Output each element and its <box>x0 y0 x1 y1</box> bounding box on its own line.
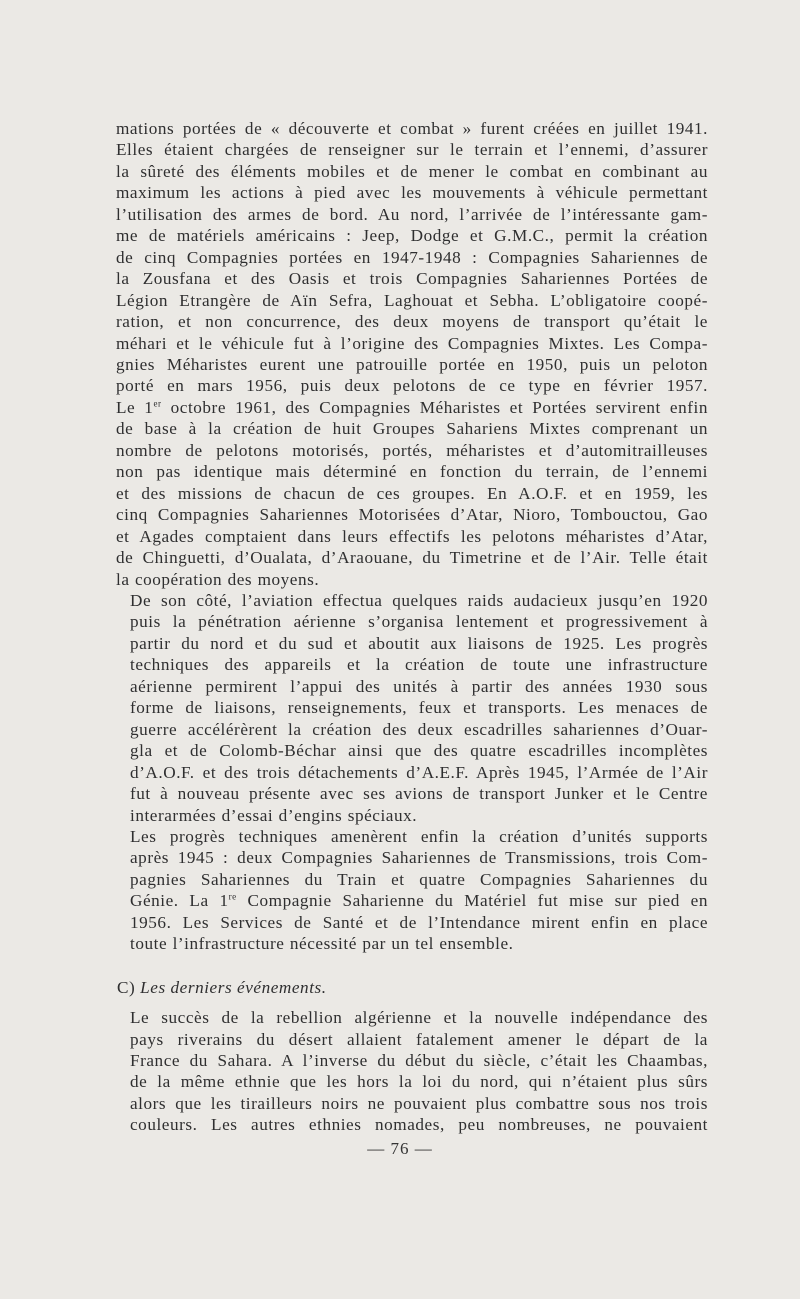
text-line: partir du nord et du sud et aboutit aux liaisons de 1925. Les progrès <box>130 633 708 653</box>
text-line: Le 1er octobre 1961, des Compagnies Méharistes et Portées servirent enfin <box>116 397 708 417</box>
text-line: cinq Compagnies Sahariennes Motorisées d’Atar, Nioro, Tombouctou, Gao <box>116 505 708 525</box>
paragraph-mixed-units <box>116 118 708 590</box>
text-line: d’A.O.F. et des trois détachements d’A.E.F. Après 1945, l’Armée de l’Air <box>130 762 708 782</box>
text-line: après 1945 : deux Compagnies Sahariennes de Transmissions, trois Com- <box>130 848 708 868</box>
text-line: non pas identique mais déterminé en fonction du terrain, de l’ennemi <box>116 462 708 482</box>
text-line: nombre de pelotons motorisés, portés, méharistes et d’automitrailleuses <box>116 440 708 460</box>
text-line: et Agades comptaient dans leurs effectifs les pelotons méharistes d’Atar, <box>116 526 708 546</box>
text-line: pays riverains du désert allaient fatalement amener le départ de la <box>130 1029 708 1049</box>
text-line: couleurs. Les autres ethnies nomades, peu nombreuses, ne pouvaient <box>130 1115 708 1135</box>
text-line: gnies Méharistes eurent une patrouille portée en 1950, puis un peloton <box>116 354 708 374</box>
text-line: de la même ethnie que les hors la loi du nord, qui n’étaient plus sûrs <box>130 1072 708 1092</box>
section-title: Les derniers événements. <box>140 977 327 997</box>
text-line: mations portées de « découverte et combat » furent créées en juillet 1941. <box>116 119 708 138</box>
page-number: — 76 — <box>367 1139 433 1158</box>
text-line: Le succès de la rebellion algérienne et la nouvelle indépendance des <box>130 1008 708 1028</box>
page-body <box>116 118 708 1136</box>
text-line: guerre accélérèrent la création des deux escadrilles sahariennes d’Ouar- <box>130 719 708 739</box>
text-line: porté en mars 1956, puis deux pelotons de ce type en février 1957. <box>116 376 708 396</box>
text-line: méhari et le véhicule fut à l’origine des Compagnies Mixtes. Les Compa- <box>116 333 708 353</box>
text-line: puis la pénétration aérienne s’organisa lentement et progressivement à <box>130 612 708 632</box>
text-line: fut à nouveau présente avec ses avions de transport Junker et le Centre <box>130 784 708 804</box>
text-line: Génie. La 1re Compagnie Saharienne du Matériel fut mise sur pied en <box>130 891 708 911</box>
paragraph-aviation <box>116 590 708 826</box>
section-label: C) <box>117 977 136 997</box>
text-line: 1956. Les Services de Santé et de l’Intendance mirent enfin en place <box>130 912 708 932</box>
paragraph-support-units <box>116 826 708 955</box>
text-line: techniques des appareils et la création de toute une infrastructure <box>130 655 708 675</box>
text-line: ration, et non concurrence, des deux moyens de transport qu’était le <box>116 312 708 332</box>
text-line: interarmées d’essai d’engins spéciaux. <box>130 805 418 825</box>
text-line: me de matériels américains : Jeep, Dodge et G.M.C., permit la création <box>116 226 708 246</box>
paragraph-last-events <box>116 1007 708 1136</box>
text-line: Les progrès techniques amenèrent enfin la création d’unités supports <box>130 826 708 846</box>
text-line: De son côté, l’aviation effectua quelques raids audacieux jusqu’en 1920 <box>130 590 708 610</box>
text-line: France du Sahara. A l’inverse du début du siècle, c’était les Chaambas, <box>130 1051 708 1071</box>
text-line: aérienne permirent l’appui des unités à partir des années 1930 sous <box>130 676 708 696</box>
text-line: Légion Etrangère de Aïn Sefra, Laghouat et Sebha. L’obligatoire coopé- <box>116 290 708 310</box>
text-line: toute l’infrastructure nécessité par un tel ensemble. <box>130 934 514 954</box>
text-line: pagnies Sahariennes du Train et quatre Compagnies Sahariennes du <box>130 869 708 889</box>
text-line: de cinq Compagnies portées en 1947-1948 : Compagnies Sahariennes de <box>116 247 708 267</box>
text-line: alors que les tirailleurs noirs ne pouvaient plus combattre sous nos trois <box>130 1093 708 1113</box>
text-line: la sûreté des éléments mobiles et de mener le combat en combinant au <box>116 161 708 181</box>
text-line: la coopération des moyens. <box>116 569 320 589</box>
text-line: la Zousfana et des Oasis et trois Compagnies Sahariennes Portées de <box>116 269 708 289</box>
text-line: de base à la création de huit Groupes Sahariens Mixtes comprenant un <box>116 419 708 439</box>
text-line: gla et de Colomb-Béchar ainsi que des quatre escadrilles incomplètes <box>130 741 708 761</box>
text-line: de Chinguetti, d’Oualata, d’Araouane, du Timetrine et de l’Air. Telle était <box>116 548 708 568</box>
text-line: et des missions de chacun de ces groupes. En A.O.F. et en 1959, les <box>116 483 708 503</box>
section-heading <box>116 977 708 998</box>
text-line: l’utilisation des armes de bord. Au nord, l’arrivée de l’intéressante gam- <box>116 204 708 224</box>
text-line: forme de liaisons, renseignements, feux et transports. Les menaces de <box>130 698 708 718</box>
text-line: maximum les actions à pied avec les mouvements à véhicule permettant <box>116 183 708 203</box>
text-line: Elles étaient chargées de renseigner sur le terrain et l’ennemi, d’assurer <box>116 140 708 160</box>
